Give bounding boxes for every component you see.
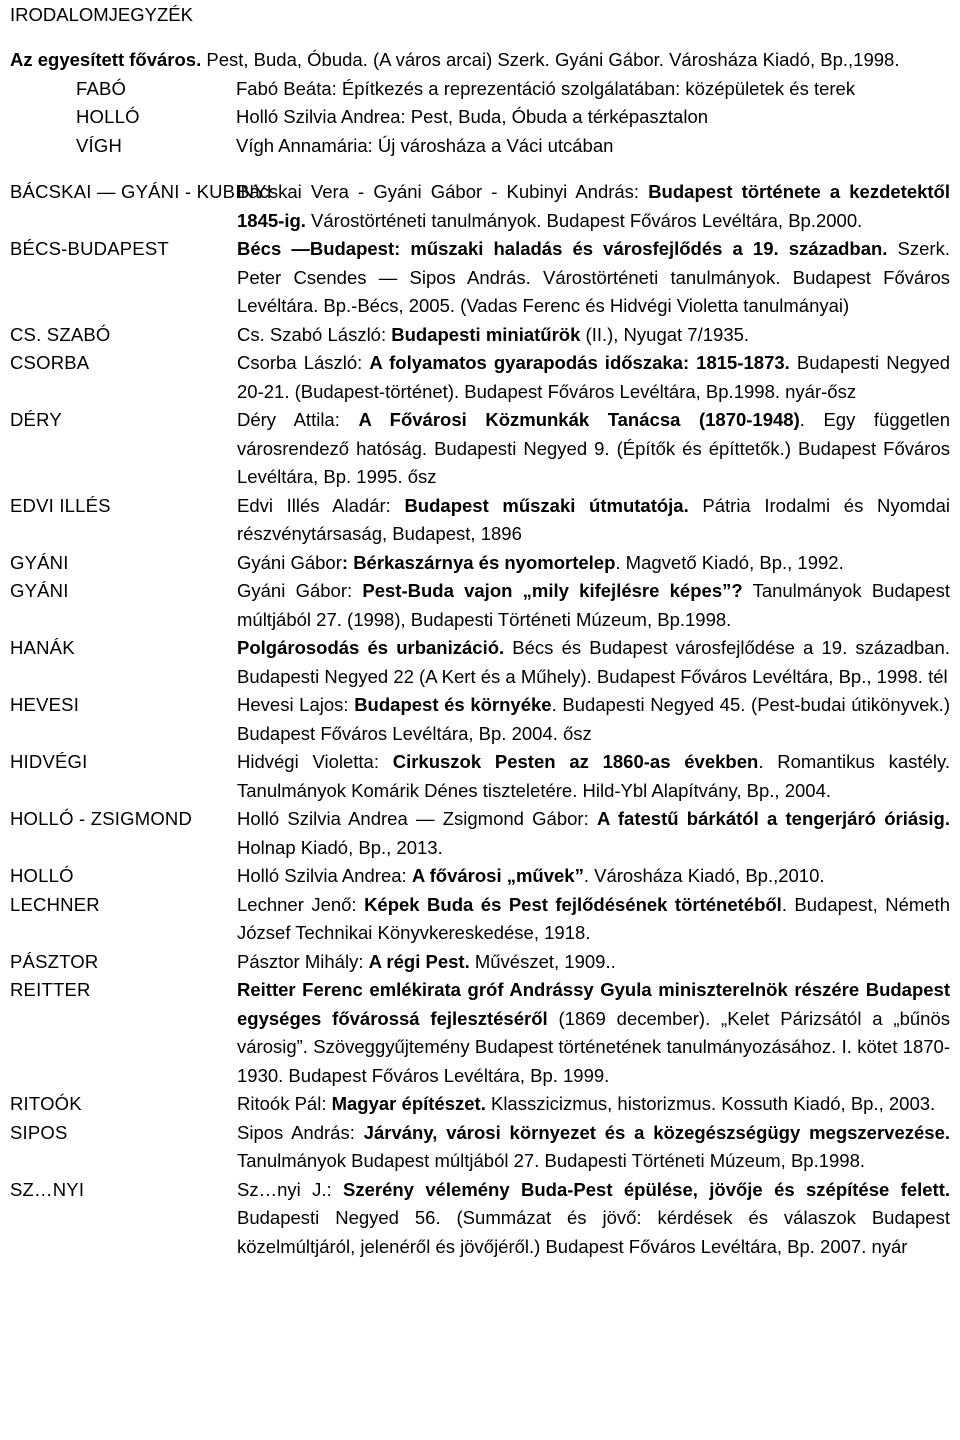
bibliography-entry: [10, 891, 950, 948]
entry-details: Budapesti Negyed 20-21. (Budapest-történet). Budapest Főváros Levéltára, Bp.1998. nyár-ősz: [237, 352, 950, 402]
entry-title: A folyamatos gyarapodás időszaka: 1815-1873.: [369, 352, 790, 373]
entry-key: HOLLÓ: [10, 865, 74, 886]
entry-key: HOLLÓ - ZSIGMOND: [10, 808, 193, 829]
entry-author: Gyáni Gábor: [237, 551, 342, 573]
entry-citation: [237, 948, 950, 977]
entry-details: Várostörténeti tanulmányok. Budapest Főváros Levéltára, Bp.2000.: [305, 209, 863, 231]
bibliography-entry: [10, 862, 950, 891]
entry-title: Járvány, városi környezet és a közegészségügy megszervezése.: [363, 1121, 950, 1143]
entry-key: HIDVÉGI: [10, 751, 88, 772]
entry-citation: [237, 492, 950, 549]
entry-author: Bácskai Vera - Gyáni Gábor - Kubinyi András:: [237, 181, 649, 202]
entry-citation: [237, 321, 950, 350]
entry-author: Cs. Szabó László:: [237, 323, 392, 345]
entry-title: A fővárosi „művek”: [411, 865, 584, 886]
entry-title: Bécs —Budapest: műszaki haladás és városfejlődés a 19. században.: [237, 238, 888, 259]
bibliography-entry: [10, 492, 950, 549]
bibliography-entry: [10, 948, 950, 977]
entry-key: BÉCS-BUDAPEST: [10, 238, 169, 259]
entry-details: . Egy független városrendező hatóság. Budapesti Negyed 9. (Építők és építtetők.) Budapest Főváros Levéltára, Bp. 1995. ősz: [237, 409, 951, 487]
entry-citation: [237, 691, 950, 748]
bibliography-entry: [10, 577, 950, 634]
entry-title: Polgárosodás és urbanizáció.: [237, 637, 505, 658]
entry-citation: [237, 634, 950, 691]
entry-author: Holló Szilvia Andrea:: [237, 865, 412, 886]
entry-citation: [237, 178, 950, 235]
entry-details: . Budapest, Németh József Technikai Könyvkereskedése, 1918.: [237, 893, 950, 943]
entry-citation: [237, 235, 950, 321]
entry-title: : Bérkaszárnya és nyomortelep: [341, 551, 616, 573]
entry-author: Hidvégi Violetta:: [237, 751, 393, 772]
entry-title: Budapesti miniatűrök: [391, 323, 581, 345]
bibliography-entry: [10, 976, 950, 1090]
entry-key: REITTER: [10, 979, 91, 1000]
entry-title: Reitter Ferenc emlékirata gróf Andrássy Gyula miniszterelnök részére Budapest egységes fővárossá fejlesztéséről: [237, 979, 950, 1029]
entry-title: Szerény vélemény Buda-Pest épülése, jövője és szépítése felett.: [343, 1178, 950, 1200]
entry-title: Budapest története a kezdetektől 1845-ig.: [237, 181, 950, 231]
subentry-key: VÍGH: [76, 134, 123, 156]
bibliography-entry: [10, 349, 950, 406]
bibliography-entry: [10, 1176, 950, 1262]
entry-key: GYÁNI: [10, 551, 69, 573]
entry-title: Magyar építészet.: [331, 1093, 486, 1114]
entry-citation: [237, 976, 950, 1090]
subentry-text: Holló Szilvia Andrea: Pest, Buda, Óbuda a térképasztalon: [236, 106, 709, 127]
entry-key: SIPOS: [10, 1121, 68, 1143]
entry-citation: [237, 577, 950, 634]
bibliography-entry: [10, 691, 950, 748]
page-heading: IRODALOMJEGYZÉK: [10, 4, 193, 25]
entry-details: . Városháza Kiadó, Bp.,2010.: [583, 865, 825, 886]
entry-details: Holnap Kiadó, Bp., 2013.: [237, 836, 443, 858]
entry-author: Holló Szilvia Andrea — Zsigmond Gábor:: [237, 808, 597, 829]
entry-citation: [237, 1119, 950, 1176]
entry-key: PÁSZTOR: [10, 950, 99, 972]
entry-title: Cirkuszok Pesten az 1860-as években: [392, 751, 759, 772]
intro-title: Az egyesített főváros.: [10, 49, 202, 70]
entry-citation: [237, 891, 950, 948]
bibliography-entry: [10, 634, 950, 691]
bibliography-entry: [10, 1090, 950, 1119]
entry-details: Tanulmányok Budapest múltjából 27. (1998), Budapesti Történeti Múzeum, Bp.1998.: [237, 580, 950, 630]
entry-details: . Budapesti Negyed 45. (Pest-budai útikönyvek.) Budapest Főváros Levéltára, Bp. 2004. ősz: [237, 694, 950, 744]
intro-subentries: [10, 75, 950, 161]
entry-key: EDVI ILLÉS: [10, 494, 111, 516]
entry-citation: [237, 748, 950, 805]
entry-key: LECHNER: [10, 893, 100, 915]
entry-details: . Romantikus kastély. Tanulmányok Komárik Dénes tiszteletére. Hild-Ybl Alapítvány, Bp., 2004.: [237, 751, 950, 801]
entry-citation: [237, 862, 950, 891]
entry-author: Hevesi Lajos:: [237, 694, 355, 715]
entry-author: Sz…nyi J.:: [237, 1178, 343, 1200]
entry-key: CSORBA: [10, 352, 90, 373]
entry-details: Szerk. Peter Csendes — Sipos András. Várostörténeti tanulmányok. Budapest Főváros Levéltára. Bp.-Bécs, 2005. (Vadas Ferenc és Hidvégi Violetta tanulmányai): [237, 238, 950, 316]
entry-key: GYÁNI: [10, 580, 69, 601]
entry-citation: [237, 349, 950, 406]
bibliography-entry: [10, 549, 950, 578]
subentry-key: HOLLÓ: [76, 106, 140, 127]
entry-key: HANÁK: [10, 637, 75, 658]
entry-author: Sipos András:: [237, 1121, 364, 1143]
entry-key: BÁCSKAI — GYÁNI - KUBINYI: [10, 181, 273, 202]
subentry-row: [10, 75, 950, 104]
entry-details: Pátria Irodalmi és Nyomdai részvénytársaság, Budapest, 1896: [237, 494, 950, 544]
entry-citation: [237, 549, 950, 578]
bibliography-list: [10, 178, 950, 1261]
entry-details: Klasszicizmus, historizmus. Kossuth Kiadó, Bp., 2003.: [485, 1093, 936, 1114]
entry-author: Pásztor Mihály:: [237, 950, 369, 972]
subentry-key: FABÓ: [76, 77, 127, 99]
entry-title: Budapest és környéke: [354, 694, 552, 715]
entry-title: A fatestű bárkától a tengerjáró óriásig.: [596, 808, 951, 829]
entry-key: CS. SZABÓ: [10, 323, 111, 345]
bibliography-entry: [10, 1119, 950, 1176]
entry-citation: [237, 1090, 950, 1119]
bibliography-entry: [10, 748, 950, 805]
intro-citation: [10, 46, 950, 75]
bibliography-entry: [10, 406, 950, 492]
entry-key: HEVESI: [10, 694, 80, 715]
entry-author: Edvi Illés Aladár:: [237, 494, 405, 516]
entry-title: Képek Buda és Pest fejlődésének történetéből: [364, 893, 782, 915]
entry-title: Pest-Buda vajon „mily kifejlésre képes”?: [362, 580, 743, 601]
entry-author: Lechner Jenő:: [237, 893, 365, 915]
entry-details: Bécs és Budapest városfejlődése a 19. században. Budapesti Negyed 22 (A Kert és a Műhely). Budapest Főváros Levéltára, Bp., 1998. tél: [237, 637, 950, 687]
entry-details: Tanulmányok Budapest múltjából 27. Budapesti Történeti Múzeum, Bp.1998.: [237, 1150, 866, 1171]
entry-citation: [237, 1176, 950, 1262]
entry-citation: [237, 805, 950, 862]
bibliography-entry: [10, 321, 950, 350]
intro-details: Pest, Buda, Óbuda. (A város arcai) Szerk. Gyáni Gábor. Városháza Kiadó, Bp.,1998.: [201, 49, 900, 70]
entry-author: Gyáni Gábor:: [237, 580, 363, 601]
subentry-row: [10, 103, 950, 132]
entry-details: . Magvető Kiadó, Bp., 1992.: [615, 551, 844, 573]
entry-key: DÉRY: [10, 409, 62, 430]
entry-details: Budapesti Negyed 56. (Summázat és jövő: kérdések és válaszok Budapest közelmúltjáról, jelenéről és jövőjéről.) Budapest Főváros Levéltára, Bp. 2007. nyár: [237, 1207, 950, 1257]
intro-entry: [10, 46, 950, 160]
bibliography-entry: [10, 235, 950, 321]
entry-author: Csorba László:: [237, 352, 370, 373]
entry-title: A Fővárosi Közmunkák Tanácsa (1870-1948): [358, 409, 800, 430]
entry-author: Ritoók Pál:: [237, 1093, 332, 1114]
entry-title: Budapest műszaki útmutatója.: [404, 494, 689, 516]
subentry-row: [10, 132, 950, 161]
entry-details: (1869 december). „Kelet Párizsától a „bűnös városig”. Szöveggyűjtemény Budapest történetének tanulmányozásához. I. kötet 1870-1930. Budapest Főváros Levéltára, Bp. 1999.: [237, 1007, 950, 1086]
entry-key: RITOÓK: [10, 1093, 82, 1114]
bibliography-entry: [10, 178, 950, 235]
entry-key: SZ…NYI: [10, 1178, 85, 1200]
subentry-text: Vígh Annamária: Új városháza a Váci utcában: [236, 134, 614, 156]
entry-details: (II.), Nyugat 7/1935.: [580, 323, 750, 345]
subentry-text: Fabó Beáta: Építkezés a reprezentáció szolgálatában: középületek és terek: [236, 77, 856, 99]
entry-title: A régi Pest.: [368, 950, 470, 972]
entry-citation: [237, 406, 950, 492]
bibliography-entry: [10, 805, 950, 862]
entry-details: Művészet, 1909..: [469, 950, 616, 972]
entry-author: Déry Attila:: [237, 409, 359, 430]
